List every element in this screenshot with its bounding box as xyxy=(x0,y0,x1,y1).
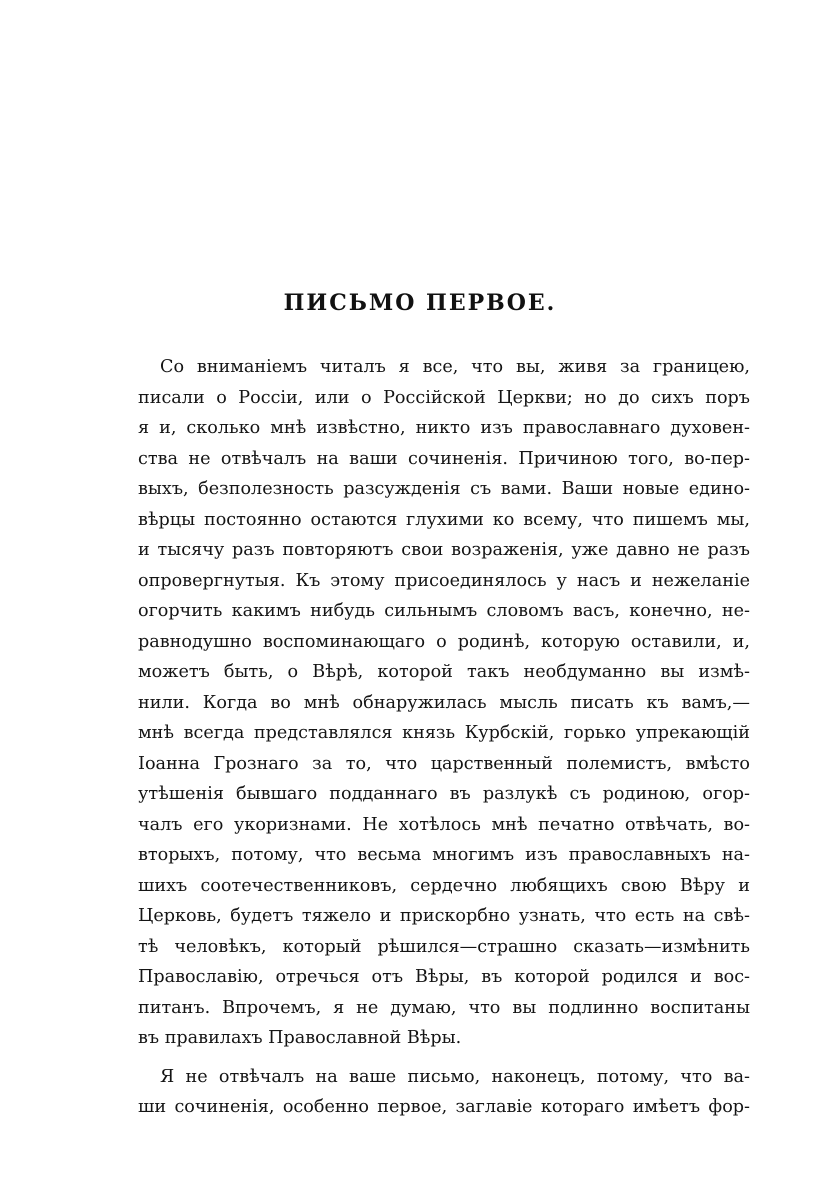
text-line: огорчить какимъ нибудь сильнымъ словомъ васъ, конечно, не- xyxy=(138,601,750,621)
text-line: Православію, отречься отъ Вѣры, въ которой родился и вос- xyxy=(138,967,750,987)
text-line: ши сочиненія, особенно первое, заглавіе котораго имѣетъ фор- xyxy=(138,1097,750,1117)
text-line: чалъ его укоризнами. Не хотѣлось мнѣ печатно отвѣчать, во- xyxy=(138,814,750,835)
text-line: вторыхъ, потому, что весьма многимъ изъ православныхъ на- xyxy=(138,845,750,865)
body-text xyxy=(138,352,750,1123)
text-line: Я не отвѣчалъ на ваше письмо, наконецъ, потому, что ва- xyxy=(160,1066,750,1087)
text-line: писали о Россіи, или о Россійской Церкви; но до сихъ поръ xyxy=(138,387,750,408)
text-line: шихъ соотечественниковъ, сердечно любящихъ свою Вѣру и xyxy=(138,875,750,896)
text-line: тѣ человѣкъ, который рѣшился—страшно сказать—измѣнить xyxy=(138,936,750,957)
text-line: можетъ быть, о Вѣрѣ, которой такъ необдуманно вы измѣ- xyxy=(138,662,750,682)
text-line: въ правилахъ Православной Вѣры. xyxy=(138,1028,462,1048)
text-line: Церковь, будетъ тяжело и прискорбно узнать, что есть на свѣ- xyxy=(138,906,750,926)
text-line: и тысячу разъ повторяютъ свои возраженія, уже давно не разъ xyxy=(138,540,750,560)
text-line: Со вниманіемъ читалъ я все, что вы, живя за границею, xyxy=(160,357,750,377)
paragraph-gap xyxy=(138,1054,750,1062)
text-line: Іоанна Грознаго за то, что царственный полемистъ, вмѣсто xyxy=(138,753,750,774)
text-line: равнодушно воспоминающаго о родинѣ, которую оставили, и, xyxy=(138,631,750,652)
page-title: ПИСЬМО ПЕРВОЕ. xyxy=(283,290,557,316)
text-line: нили. Когда во мнѣ обнаружилась мысль писать къ вамъ,— xyxy=(138,692,750,713)
text-line: опровергнутыя. Къ этому присоединялось у насъ и нежеланіе xyxy=(138,570,750,591)
text-line: выхъ, безполезность разсужденія съ вами. Ваши новые едино- xyxy=(138,479,750,499)
text-line: ства не отвѣчалъ на ваши сочиненія. Причиною того, во-пер- xyxy=(138,448,750,469)
text-line: питанъ. Впрочемъ, я не думаю, что вы подлинно воспитаны xyxy=(138,997,750,1018)
text-line: утѣшенія бывшаго подданнаго въ разлукѣ съ родиною, огор- xyxy=(138,784,750,804)
text-line: мнѣ всегда представлялся князь Курбскій, горько упрекающій xyxy=(138,723,750,743)
text-line: я и, сколько мнѣ извѣстно, никто изъ православнаго духовен- xyxy=(138,418,750,438)
text-line: вѣрцы постоянно остаются глухими ко всему, что пишемъ мы, xyxy=(138,509,750,530)
